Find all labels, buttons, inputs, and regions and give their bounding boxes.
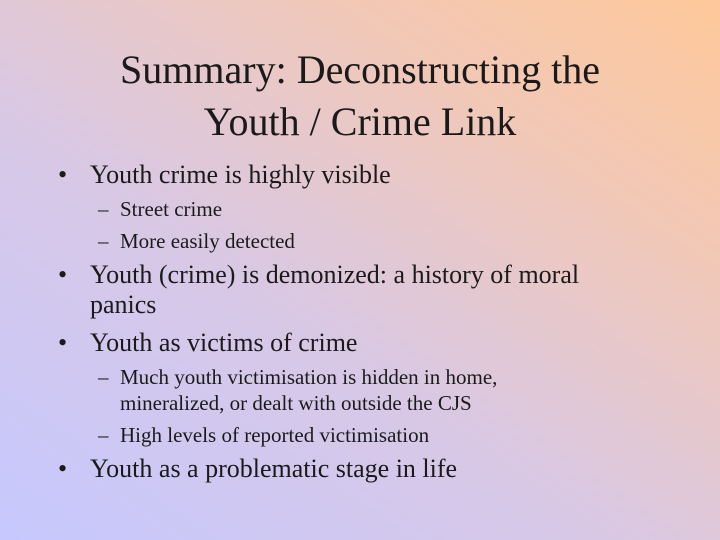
dash-marker: – [98, 197, 109, 221]
sub-bullet-text: High levels of reported victimisation [120, 423, 430, 447]
slide-title-line-1: Summary: Deconstructing the [120, 47, 600, 92]
bullet-item [58, 260, 638, 320]
bullet-marker: • [58, 160, 68, 189]
slide-title-line-2: Youth / Crime Link [203, 99, 517, 144]
sub-bullet-text: Street crime [120, 197, 223, 221]
slide-title [60, 44, 660, 148]
dash-marker: – [98, 365, 109, 389]
bullet-text: Youth crime is highly visible [90, 160, 391, 189]
sub-bullet-item [98, 196, 598, 222]
dash-marker: – [98, 423, 109, 447]
sub-bullet-text: Much youth victimisation is hidden in home, mineralized, or dealt with outside the CJS [120, 365, 498, 415]
bullet-text: Youth as a problematic stage in life [90, 454, 458, 483]
bullet-item [58, 328, 678, 358]
bullet-marker: • [58, 260, 68, 289]
bullet-marker: • [58, 454, 68, 483]
sub-bullet-item [98, 364, 558, 416]
dash-marker: – [98, 229, 109, 253]
bullet-text: Youth as victims of crime [90, 328, 358, 357]
sub-bullet-item [98, 228, 598, 254]
bullet-text: Youth (crime) is demonized: a history of moral panics [90, 260, 580, 319]
sub-bullet-text: More easily detected [120, 229, 295, 253]
bullet-item [58, 160, 678, 190]
sub-bullet-item [98, 422, 598, 448]
bullet-item [58, 454, 678, 484]
bullet-marker: • [58, 328, 68, 357]
